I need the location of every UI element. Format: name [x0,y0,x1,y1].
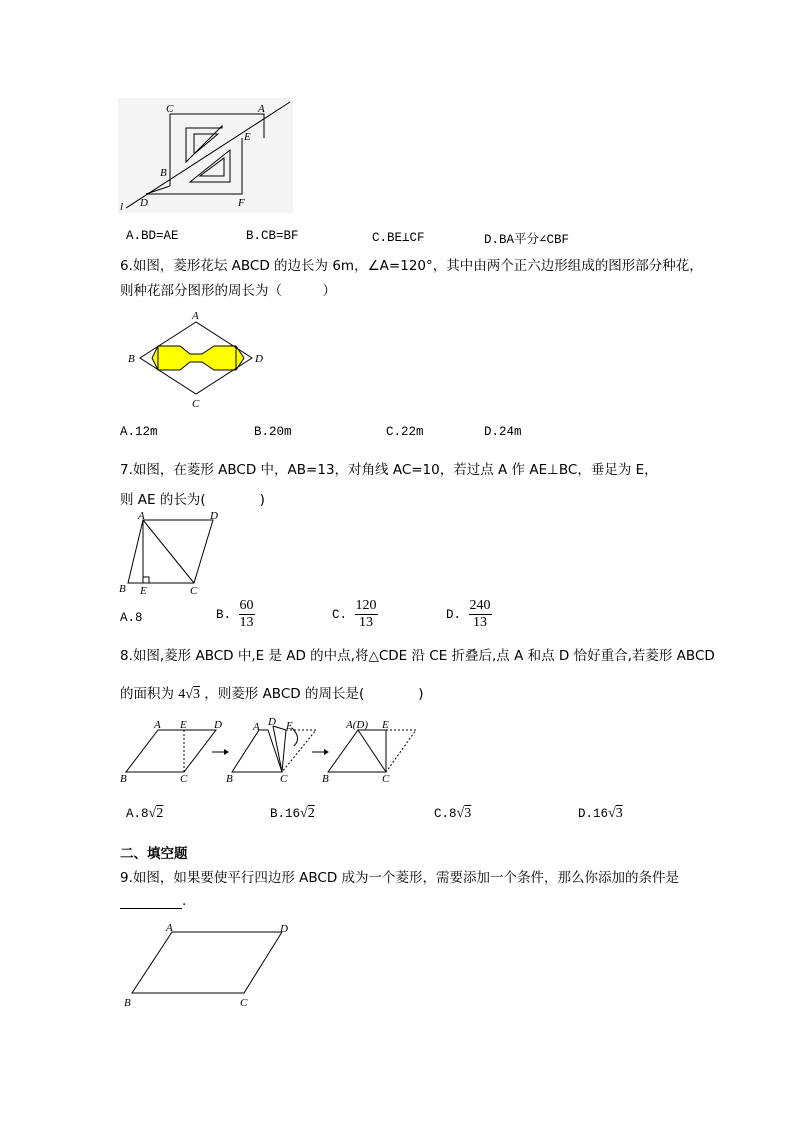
q7-option-b-den: 13 [239,615,254,630]
q8-area-value: 4√3 [178,687,200,702]
q5-label-F: F [238,197,245,209]
q7-label-C: C [190,585,198,597]
q8-fig3-dotted [386,730,416,772]
q8-option-d-prefix: D.16 [578,807,609,821]
section-title-fill-in: 二、填空题 [120,846,188,862]
q8-option-b-rad: 2 [307,806,315,821]
q7-option-a: A.8 [120,611,143,625]
q8-fig1-label-E: E [180,719,187,731]
q9-label-B: B [124,997,131,1009]
q8-question-line2 [120,682,423,703]
q8-fig1-label-A: A [154,719,161,731]
q8-fig2-shape [232,730,282,772]
q8-option-c-rad-wrap: √3 [456,806,472,821]
q8-fig3-label-AD: A(D) [346,719,368,731]
q9-question-line1: 9.如图，如果要使平行四边形 ABCD 成为一个菱形，需要添加一个条件，那么你添加的条件是 [120,870,680,886]
q8-fig2-label-D: D [268,716,276,728]
q8-option-c [434,806,471,822]
q7-rhombus [128,520,213,583]
q7-option-d-fraction [469,598,492,631]
q7-label-B: B [119,583,126,595]
q7-diagonal-AC [143,520,194,583]
q7-option-d [446,598,492,631]
q6-figure [124,306,274,416]
q8-option-d-rad: 3 [615,806,623,821]
q7-option-d-den: 13 [473,615,488,630]
q9-label-A: A [166,922,173,934]
q9-figure [120,918,310,1014]
q6-label-C: C [192,398,200,410]
q8-fig3-AC [358,730,386,772]
q6-label-A: A [192,310,199,322]
q9-parallelogram [132,932,282,993]
q5-figure [118,98,293,213]
q8-area-rad: 3 [192,687,200,702]
q8-fig1-label-D: D [214,719,222,731]
q5-label-D: D [140,197,148,209]
q8-area-coef: 4 [178,687,186,702]
q8-line2-pre: 的面积为 [120,686,174,702]
q8-line2-post: ，则菱形 ABCD 的周长是( ) [204,686,424,702]
q6-question-line2: 则种花部分图形的周长为（ ） [120,283,336,299]
q8-fig3-label-E: E [382,719,389,731]
q7-option-c [332,598,378,631]
q5-label-l: l [120,201,124,213]
q7-option-b-num: 60 [239,598,254,613]
q6-option-b: B.20m [254,425,292,439]
q7-question-line2: 则 AE 的长为( ) [120,492,265,508]
q7-option-d-num: 240 [469,598,491,613]
q7-option-b-prefix: B. [216,607,232,622]
q8-fig3-label-B: B [322,773,329,785]
q8-fig2-dotted [282,730,316,772]
q7-option-b [216,598,255,631]
q5-label-E: E [244,131,251,143]
q6-option-d: D.24m [484,425,522,439]
q5-option-b: B.CB=BF [246,229,299,243]
q8-option-c-rad: 3 [464,806,472,821]
q8-arrow2-head [324,749,329,755]
q6-question-line1: 6.如图，菱形花坛 ABCD 的边长为 6m，∠A=120°，其中由两个正六边形组成的图形部分种花， [120,258,703,274]
q5-option-d: D.BA平分∠CBF [484,233,570,247]
q9-label-C: C [240,997,248,1009]
q7-option-c-num: 120 [355,598,377,613]
q5-option-a: A.BD=AE [126,229,179,243]
q8-option-b-rad-wrap: √2 [300,806,315,821]
q5-label-B: B [160,167,167,179]
q8-option-d-rad-wrap: √3 [608,806,623,821]
q9-line2-post: . [182,893,187,909]
q5-option-c: C.BE⊥CF [372,231,425,245]
q8-fig2-label-A: A [253,721,260,733]
q8-fig2-fold-arrow [292,728,298,746]
q7-figure [116,510,236,600]
q7-option-d-prefix: D. [446,607,462,622]
q7-option-c-den: 13 [359,615,374,630]
q8-fig1-label-B: B [120,773,127,785]
q7-question-line1: 7.如图，在菱形 ABCD 中，AB=13，对角线 AC=10，若过点 A 作 AE⊥BC，垂足为 E， [120,462,658,478]
q8-option-c-prefix: C.8 [434,807,457,821]
q8-question-line1: 8.如图,菱形 ABCD 中,E 是 AD 的中点,将△CDE 沿 CE 折叠后,点 A 和点 D 恰好重合,若菱形 ABCD [120,648,715,664]
q7-right-angle-mark [143,577,149,583]
q7-label-A: A [138,510,145,522]
q8-figures [116,716,436,786]
q6-flower-bed [152,346,244,370]
q7-option-c-prefix: C. [332,607,348,622]
q8-fig3-shape [328,730,386,772]
q6-label-D: D [255,353,263,365]
q9-label-D: D [280,923,288,935]
q8-fig2-label-E: E [286,720,293,732]
q8-fig2-fold-CE [282,730,286,772]
q7-option-c-fraction [355,598,378,631]
q8-fig1-rhombus [126,730,216,772]
q8-option-a-prefix: A.8 [126,807,149,821]
q7-label-E: E [140,585,147,597]
q5-label-A: A [258,103,265,115]
q8-option-a [126,806,163,822]
q8-arrow1-head [224,749,229,755]
q5-label-C: C [166,103,174,115]
q8-fig2-label-C: C [280,773,288,785]
q9-question-line2 [120,893,186,909]
q7-option-b-fraction [239,598,255,631]
q9-answer-blank[interactable] [120,894,182,909]
q8-option-a-rad: 2 [156,806,164,821]
q8-option-b [270,806,315,822]
q8-fig2-label-B: B [226,773,233,785]
q8-option-a-rad-wrap: √2 [148,806,164,821]
q6-label-B: B [128,353,135,365]
q8-option-d [578,806,623,822]
q6-option-a: A.12m [120,425,158,439]
q8-fig1-label-C: C [180,773,188,785]
q8-fig3-label-C: C [382,773,390,785]
q8-option-b-prefix: B.16 [270,807,301,821]
q7-label-D: D [210,510,218,522]
q6-option-c: C.22m [386,425,424,439]
